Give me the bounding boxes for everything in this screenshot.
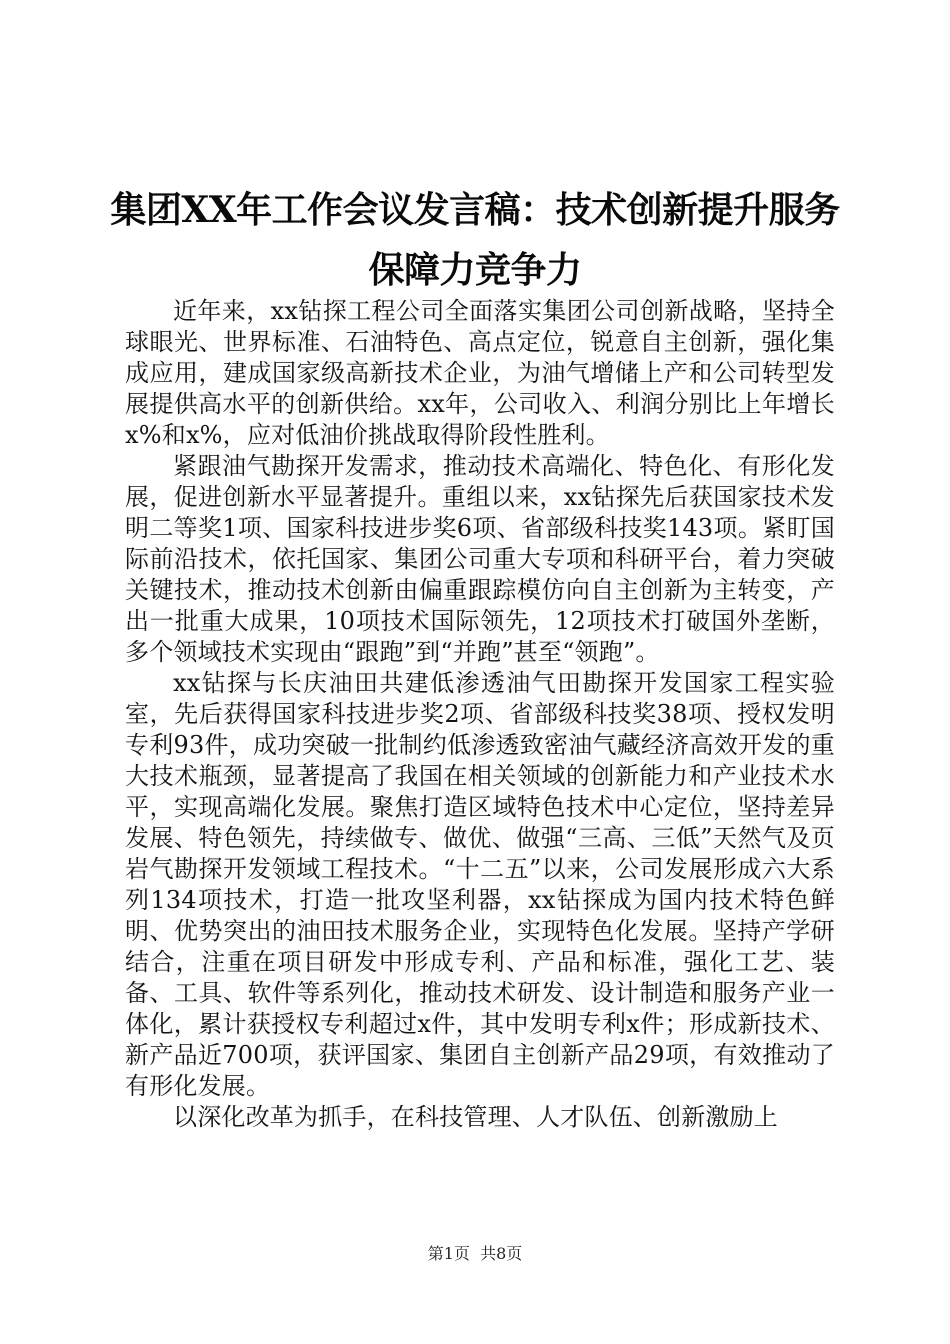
paragraph: 近年来，xx钻探工程公司全面落实集团公司创新战略，坚持全球眼光、世界标准、石油特色、高点定位，锐意自主创新，强化集成应用，建成国家级高新技术企业，为油气增储上产和公司转型发展提供高水平的创新供给。xx年，公司收入、利润分别比上年增长x%和x%，应对低油价挑战取得阶段性胜利。 [125, 297, 835, 449]
paragraph: 紧跟油气勘探开发需求，推动技术高端化、特色化、有形化发展，促进创新水平显著提升。重组以来，xx钻探先后获国家技术发明二等奖1项、国家科技进步奖6项、省部级科技奖143项。紧盯国际前沿技术，依托国家、集团公司重大专项和科研平台，着力突破关键技术，推动技术创新由偏重跟踪模仿向自主创新为主转变，产出一批重大成果，10项技术国际领先，12项技术打破国外垄断，多个领域技术实现由“跟跑”到“并跑”甚至“领跑”。 [125, 452, 835, 666]
document-title: 集团XX年工作会议发言稿：技术创新提升服务保障力竞争力 [110, 189, 840, 291]
document-body [125, 296, 835, 1133]
paragraph: xx钻探与长庆油田共建低渗透油气田勘探开发国家工程实验室，先后获得国家科技进步奖2项、省部级科技奖38项、授权发明专利93件，成功突破一批制约低渗透致密油气藏经济高效开发的重大技术瓶颈，显著提高了我国在相关领域的创新能力和产业技术水平，实现高端化发展。聚焦打造区域特色技术中心定位，坚持差异发展、特色领先，持续做专、做优、做强“三高、三低”天然气及页岩气勘探开发领域工程技术。“十二五”以来，公司发展形成六大系列134项技术，打造一批攻坚利器，xx钻探成为国内技术特色鲜明、优势突出的油田技术服务企业，实现特色化发展。坚持产学研结合，注重在项目研发中形成专利、产品和标准，强化工艺、装备、工具、软件等系列化，推动技术研发、设计制造和服务产业一体化，累计获授权专利超过x件，其中发明专利x件；形成新技术、新产品近700项，获评国家、集团自主创新产品29项，有效推动了有形化发展。 [125, 669, 835, 1100]
page-footer [0, 1244, 950, 1264]
footer-separator [470, 1244, 480, 1263]
page-number: 第1页 [427, 1244, 470, 1263]
paragraph: 以深化改革为抓手，在科技管理、人才队伍、创新激励上 [173, 1103, 778, 1131]
page-total: 共8页 [480, 1244, 523, 1263]
